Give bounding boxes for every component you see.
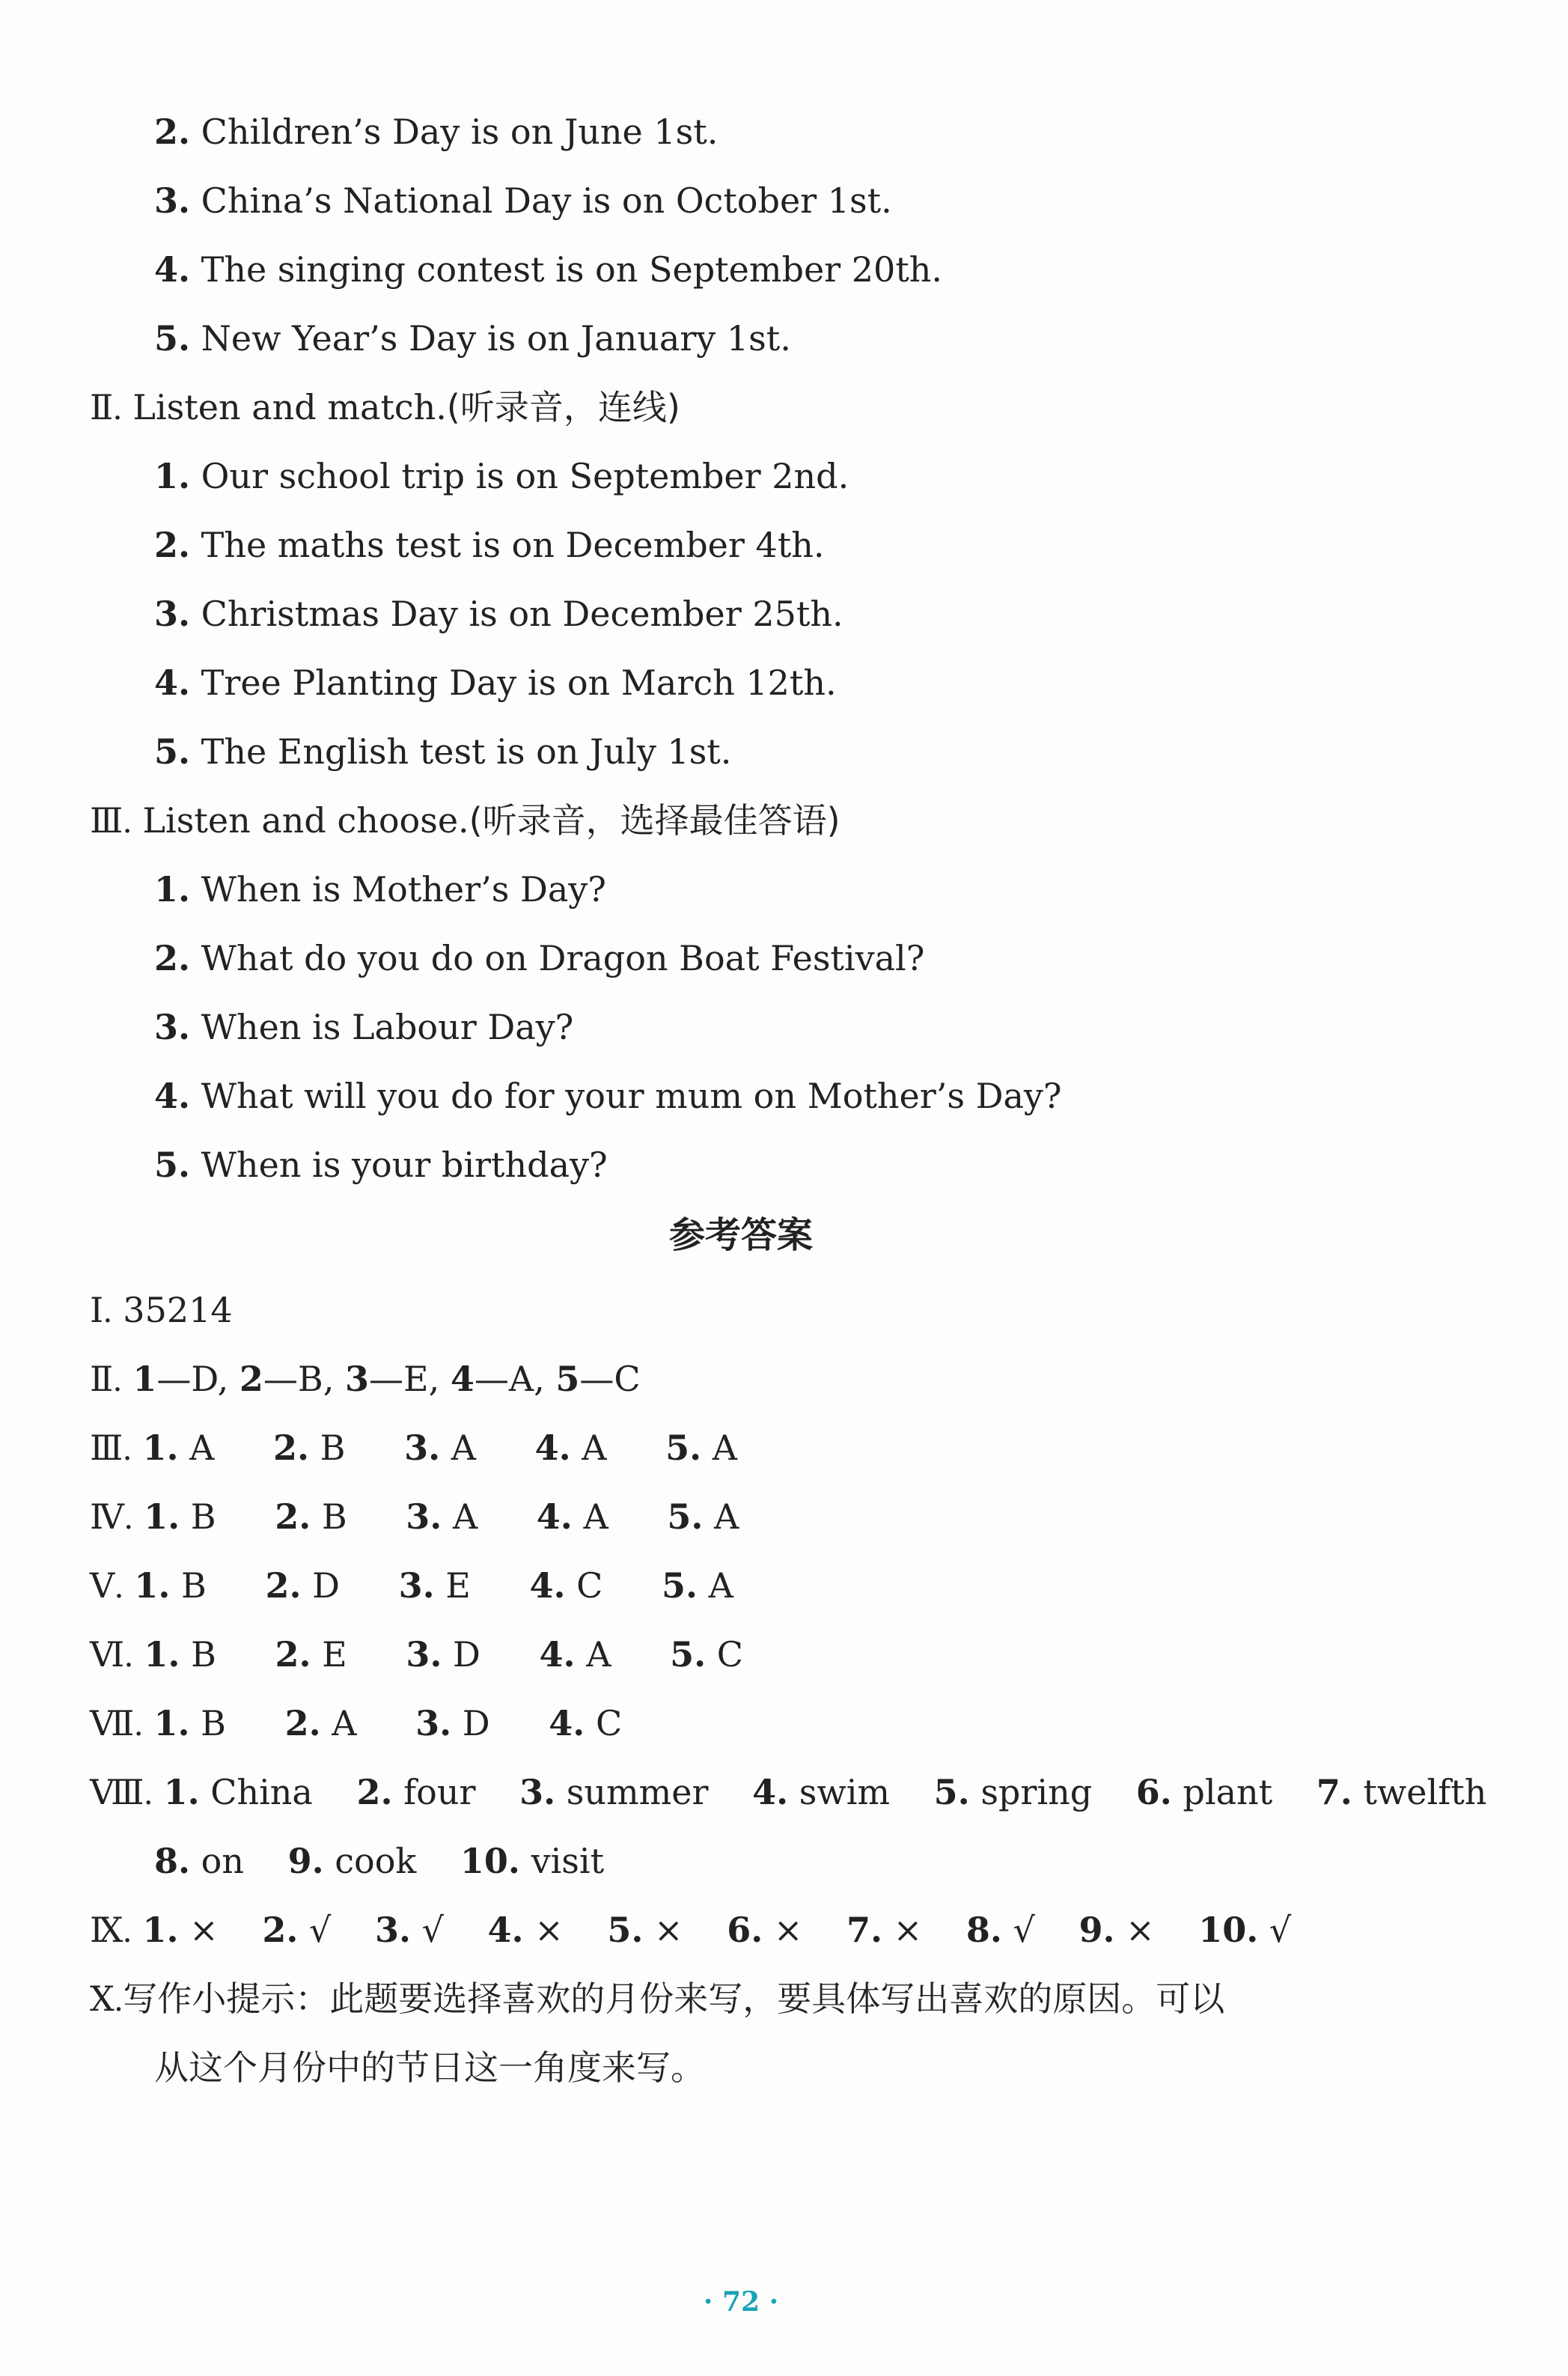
listening-item [154, 1142, 608, 1187]
answer-pair: 1. × [142, 1910, 219, 1950]
item-text: What will you do for your mum on Mother’s Day? [201, 1076, 1062, 1116]
listening-item [154, 867, 606, 912]
listening-item [154, 523, 825, 567]
answer-row [90, 1632, 791, 1678]
section-numeral: Ⅱ. [90, 389, 122, 427]
answer-row [90, 1563, 781, 1609]
answer-pair: 5. A [661, 1565, 733, 1606]
answer-pair: 6. × [727, 1910, 803, 1950]
item-text: When is Labour Day? [201, 1007, 574, 1047]
answer-pair: 5. spring [933, 1772, 1093, 1812]
answer-row [90, 1356, 641, 1402]
answer-row-continued [154, 1839, 604, 1883]
answer-pair: 2. A [284, 1703, 357, 1743]
listening-item [154, 591, 844, 636]
writing-tip: 写作小提示：此题要选择喜欢的月份来写，要具体写出喜欢的原因。可以 [123, 1979, 1225, 2019]
answer-row [90, 1494, 787, 1540]
answer-pair: 3. D [415, 1703, 490, 1743]
answer-pair: 1. China [163, 1772, 313, 1812]
section-numeral: Ⅳ. [90, 1498, 133, 1536]
section-numeral: Ⅸ. [90, 1911, 132, 1949]
section-numeral: Ⅰ. [90, 1291, 112, 1329]
listening-item [154, 660, 837, 705]
item-number: 5. [154, 318, 191, 359]
answer-pair: 2. √ [262, 1910, 332, 1950]
answer-pair: 5. A [667, 1496, 739, 1537]
answer-pair: 2. four [356, 1772, 476, 1812]
answer-pair: 4. C [549, 1703, 623, 1743]
answer-pair: 4. A [536, 1496, 608, 1537]
answer-pair: 4. A [534, 1428, 607, 1468]
answer-pair: 4. × [487, 1910, 564, 1950]
answer-row [90, 1976, 1224, 2022]
item-number: 3. [154, 180, 191, 221]
item-text: The English test is on July 1st. [201, 731, 732, 772]
listening-item [154, 936, 924, 981]
section-numeral: Ⅵ. [90, 1636, 133, 1674]
listening-item [154, 454, 849, 499]
item-number: 4. [154, 662, 191, 703]
section-note: (听录音，连线) [446, 387, 680, 427]
section-heading [90, 385, 680, 430]
answer-pair: 4. A [539, 1634, 611, 1675]
item-text: When is Mother’s Day? [201, 869, 606, 910]
item-number: 2. [154, 112, 191, 152]
answer-text: 35214 [123, 1290, 233, 1330]
answer-pair: 3. D [406, 1634, 481, 1675]
answer-pair: 8. on [154, 1841, 244, 1881]
item-number: 1. [154, 869, 191, 910]
answer-pair: 1. B [134, 1565, 207, 1606]
answer-pair: 3. √ [374, 1910, 444, 1950]
section-title: Listen and choose. [142, 800, 469, 841]
item-number: 1. [154, 456, 191, 496]
answer-pair: 2. E [275, 1634, 347, 1675]
listening-item [154, 1073, 1062, 1118]
answer-pair: 1. B [153, 1703, 226, 1743]
item-number: 3. [154, 594, 191, 634]
item-text: When is your birthday? [201, 1145, 608, 1185]
section-numeral: Ⅲ. [90, 802, 132, 840]
answer-pair: 1. A [142, 1428, 215, 1468]
item-text: The singing contest is on September 20th. [201, 249, 943, 290]
section-note: (听录音，选择最佳答语) [469, 800, 841, 841]
item-number: 5. [154, 1145, 191, 1185]
answer-pair: 3—E, [344, 1359, 440, 1399]
answer-pair: 3. A [404, 1428, 476, 1468]
item-number: 3. [154, 1007, 191, 1047]
listening-item [154, 316, 791, 361]
answer-pair: 2—B, [239, 1359, 335, 1399]
answer-row [90, 1425, 785, 1471]
item-text: China’s National Day is on October 1st. [201, 180, 892, 221]
section-numeral: Ⅲ. [90, 1429, 132, 1467]
answer-pair: 5—C [555, 1359, 641, 1399]
answer-pair: 7. twelfth [1316, 1772, 1487, 1812]
item-text: What do you do on Dragon Boat Festival? [201, 938, 925, 978]
answer-pair: 5. A [665, 1428, 738, 1468]
item-number: 2. [154, 525, 191, 565]
answer-pair: 10. visit [460, 1841, 605, 1881]
answer-row [90, 1288, 233, 1333]
answer-pair: 10. √ [1198, 1910, 1292, 1950]
answer-pair: 7. × [846, 1910, 923, 1950]
item-number: 4. [154, 249, 191, 290]
answer-pair: 4—A, [450, 1359, 545, 1399]
writing-tip: 从这个月份中的节日这一角度来写。 [154, 2047, 705, 2088]
answer-pair: 3. A [406, 1496, 478, 1537]
listening-item [154, 1005, 573, 1050]
answer-pair: 8. √ [965, 1910, 1035, 1950]
section-title: Listen and match. [132, 387, 447, 427]
section-heading [90, 798, 841, 844]
answer-pair: 4. swim [752, 1772, 891, 1812]
listening-item [154, 178, 892, 223]
answers-heading: 参考答案 [668, 1214, 813, 1256]
item-text: Tree Planting Day is on March 12th. [201, 662, 837, 703]
answer-pair: 4. C [529, 1565, 603, 1606]
answer-pair: 2. D [265, 1565, 340, 1606]
item-text: Children’s Day is on June 1st. [201, 112, 719, 152]
item-number: 2. [154, 938, 191, 978]
section-numeral: Ⅴ. [90, 1567, 123, 1605]
item-number: 4. [154, 1076, 191, 1116]
answer-pair: 2. B [275, 1496, 347, 1537]
section-numeral: Ⅷ. [90, 1773, 153, 1812]
page-number: · 72 · [703, 2286, 779, 2318]
answer-row [90, 1770, 1486, 1815]
listening-item [154, 109, 718, 154]
answer-pair: 3. E [398, 1565, 471, 1606]
answer-pair: 9. × [1079, 1910, 1155, 1950]
answer-pair: 1—D, [132, 1359, 229, 1399]
answer-pair: 5. C [670, 1634, 743, 1675]
section-numeral: Ⅶ. [90, 1705, 143, 1743]
answer-pair: 1. B [144, 1496, 216, 1537]
answer-row [90, 1701, 670, 1746]
answer-pair: 3. summer [519, 1772, 709, 1812]
item-number: 5. [154, 731, 191, 772]
answer-pair: 2. B [273, 1428, 346, 1468]
answer-row [90, 1907, 1291, 1953]
answer-pair: 5. × [607, 1910, 683, 1950]
item-text: Our school trip is on September 2nd. [201, 456, 849, 496]
item-text: New Year’s Day is on January 1st. [201, 318, 791, 359]
listening-item [154, 247, 942, 292]
item-text: The maths test is on December 4th. [201, 525, 825, 565]
answer-row-continued [154, 2045, 705, 2090]
listening-item [154, 729, 731, 774]
answer-pair: 6. plant [1135, 1772, 1273, 1812]
section-numeral: Ⅱ. [90, 1360, 122, 1398]
section-numeral: Ⅹ. [90, 1980, 123, 2018]
item-text: Christmas Day is on December 25th. [201, 594, 844, 634]
answer-pair: 1. B [144, 1634, 216, 1675]
answer-pair: 9. cook [287, 1841, 417, 1881]
